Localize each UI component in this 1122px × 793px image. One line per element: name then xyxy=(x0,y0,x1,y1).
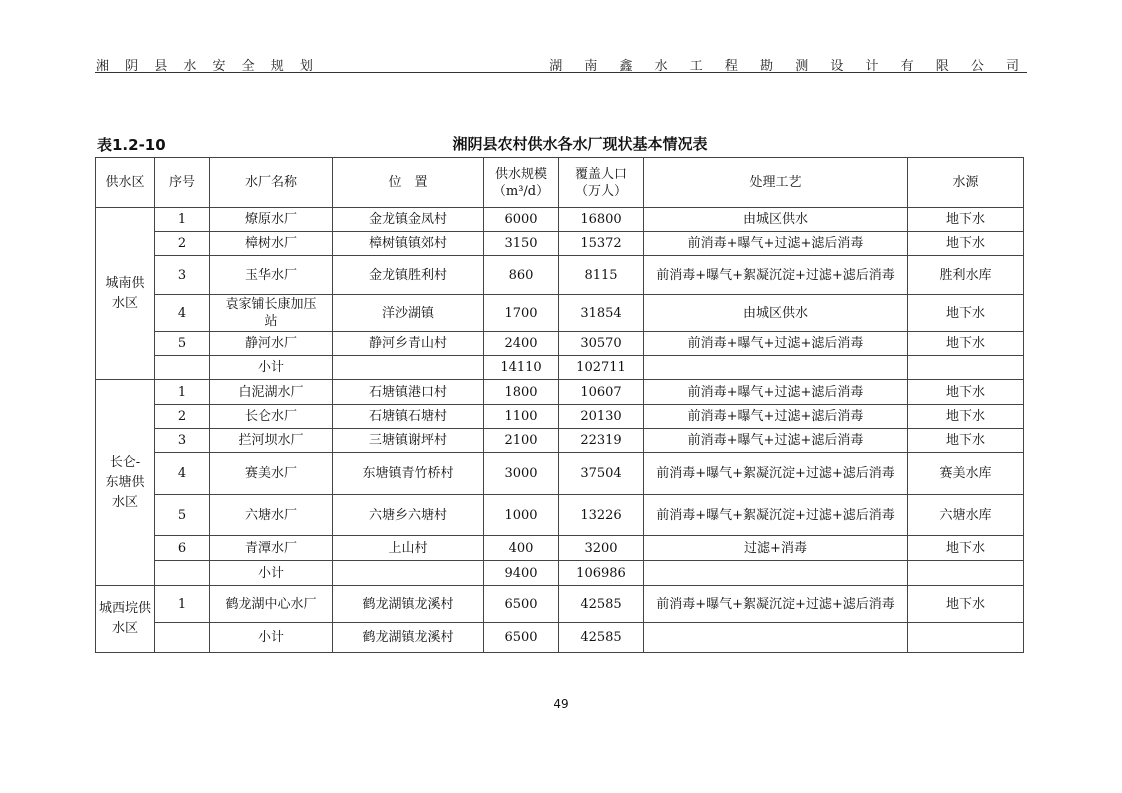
table-number: 表1.2-10 xyxy=(97,136,166,154)
seq-cell: 4 xyxy=(155,295,210,332)
seq-cell: 3 xyxy=(155,429,210,453)
source-cell: 地下水 xyxy=(908,295,1024,332)
location-cell: 洋沙湖镇 xyxy=(333,295,484,332)
region-cell xyxy=(96,380,155,586)
plant-name-cell: 拦河坝水厂 xyxy=(210,429,333,453)
region-label: 长仑-东塘供水区 xyxy=(105,454,145,510)
subtotal-label: 小计 xyxy=(210,356,333,380)
table-row xyxy=(96,405,1024,429)
table-row xyxy=(96,586,1024,623)
population-cell: 102711 xyxy=(559,356,644,380)
process-cell xyxy=(644,561,908,586)
plant-name-cell: 静河水厂 xyxy=(210,332,333,356)
col-header-pop-line2: （万人） xyxy=(574,183,627,199)
process-cell: 前消毒+曝气+过滤+滤后消毒 xyxy=(644,332,908,356)
scale-cell: 1700 xyxy=(484,295,559,332)
col-header-scale-line1: 供水规模 xyxy=(494,166,547,182)
scale-cell: 2100 xyxy=(484,429,559,453)
population-cell: 15372 xyxy=(559,232,644,256)
location-cell xyxy=(333,356,484,380)
plant-name-cell: 六塘水厂 xyxy=(210,495,333,536)
scale-cell: 6500 xyxy=(484,586,559,623)
scale-cell: 2400 xyxy=(484,332,559,356)
seq-cell: 6 xyxy=(155,536,210,561)
col-header-region: 供水区 xyxy=(96,158,155,208)
scale-cell: 14110 xyxy=(484,356,559,380)
seq-cell: 1 xyxy=(155,586,210,623)
scale-cell: 1100 xyxy=(484,405,559,429)
scale-cell: 400 xyxy=(484,536,559,561)
seq-cell xyxy=(155,356,210,380)
seq-cell: 3 xyxy=(155,256,210,295)
source-cell: 赛美水库 xyxy=(908,453,1024,495)
col-header-scale xyxy=(484,158,559,208)
location-cell: 上山村 xyxy=(333,536,484,561)
source-cell: 地下水 xyxy=(908,536,1024,561)
region-cell xyxy=(96,208,155,380)
population-cell: 31854 xyxy=(559,295,644,332)
population-cell: 16800 xyxy=(559,208,644,232)
plant-name-cell: 白泥湖水厂 xyxy=(210,380,333,405)
location-cell xyxy=(333,561,484,586)
page-number: 49 xyxy=(553,697,569,711)
population-cell: 22319 xyxy=(559,429,644,453)
scale-cell: 6500 xyxy=(484,623,559,653)
scale-cell: 6000 xyxy=(484,208,559,232)
population-cell: 42585 xyxy=(559,623,644,653)
table-row xyxy=(96,380,1024,405)
seq-cell: 5 xyxy=(155,495,210,536)
header-left-title: 湘 阴 县 水 安 全 规 划 xyxy=(96,59,319,74)
table-row xyxy=(96,256,1024,295)
col-header-pop xyxy=(559,158,644,208)
table-row xyxy=(96,536,1024,561)
process-cell xyxy=(644,623,908,653)
region-label: 城南供水区 xyxy=(105,275,145,311)
process-cell: 前消毒+曝气+过滤+滤后消毒 xyxy=(644,429,908,453)
table-row xyxy=(96,332,1024,356)
plant-name-cell: 青潭水厂 xyxy=(210,536,333,561)
seq-cell: 5 xyxy=(155,332,210,356)
process-cell: 前消毒+曝气+絮凝沉淀+过滤+滤后消毒 xyxy=(644,586,908,623)
region-cell xyxy=(96,586,155,653)
location-cell: 鹤龙湖镇龙溪村 xyxy=(333,623,484,653)
col-header-location: 位 置 xyxy=(333,158,484,208)
scale-cell: 1000 xyxy=(484,495,559,536)
plant-name-cell: 鹤龙湖中心水厂 xyxy=(210,586,333,623)
process-cell: 由城区供水 xyxy=(644,208,908,232)
source-cell: 地下水 xyxy=(908,586,1024,623)
region-label: 城西垸供水区 xyxy=(99,601,152,636)
scale-cell: 860 xyxy=(484,256,559,295)
process-cell: 由城区供水 xyxy=(644,295,908,332)
plant-name-cell: 樟树水厂 xyxy=(210,232,333,256)
source-cell: 地下水 xyxy=(908,232,1024,256)
seq-cell xyxy=(155,561,210,586)
subtotal-label: 小计 xyxy=(210,561,333,586)
population-cell: 42585 xyxy=(559,586,644,623)
location-cell: 东塘镇青竹桥村 xyxy=(333,453,484,495)
table-row xyxy=(96,208,1024,232)
header-row xyxy=(96,158,1024,208)
table-row xyxy=(96,232,1024,256)
source-cell xyxy=(908,356,1024,380)
process-cell: 前消毒+曝气+絮凝沉淀+过滤+滤后消毒 xyxy=(644,495,908,536)
subtotal-label: 小计 xyxy=(210,623,333,653)
plant-name-cell: 玉华水厂 xyxy=(210,256,333,295)
process-cell: 前消毒+曝气+絮凝沉淀+过滤+滤后消毒 xyxy=(644,256,908,295)
population-cell: 30570 xyxy=(559,332,644,356)
process-cell: 过滤+消毒 xyxy=(644,536,908,561)
subtotal-row xyxy=(96,561,1024,586)
location-cell: 石塘镇石塘村 xyxy=(333,405,484,429)
source-cell xyxy=(908,561,1024,586)
seq-cell: 2 xyxy=(155,232,210,256)
col-header-process: 处理工艺 xyxy=(644,158,908,208)
source-cell: 地下水 xyxy=(908,380,1024,405)
scale-cell: 9400 xyxy=(484,561,559,586)
seq-cell: 2 xyxy=(155,405,210,429)
plant-name-cell xyxy=(210,295,333,332)
location-cell: 石塘镇港口村 xyxy=(333,380,484,405)
process-cell: 前消毒+曝气+过滤+滤后消毒 xyxy=(644,405,908,429)
source-cell xyxy=(908,623,1024,653)
subtotal-row xyxy=(96,356,1024,380)
location-cell: 三塘镇谢坪村 xyxy=(333,429,484,453)
population-cell: 3200 xyxy=(559,536,644,561)
population-cell: 106986 xyxy=(559,561,644,586)
location-cell: 鹤龙湖镇龙溪村 xyxy=(333,586,484,623)
col-header-pop-line1: 覆盖人口 xyxy=(574,166,627,182)
process-cell: 前消毒+曝气+过滤+滤后消毒 xyxy=(644,232,908,256)
col-header-source: 水源 xyxy=(908,158,1024,208)
subtotal-row xyxy=(96,623,1024,653)
scale-cell: 3150 xyxy=(484,232,559,256)
seq-cell: 1 xyxy=(155,208,210,232)
population-cell: 13226 xyxy=(559,495,644,536)
plant-name-cell: 燎原水厂 xyxy=(210,208,333,232)
scale-cell: 3000 xyxy=(484,453,559,495)
water-plant-table xyxy=(95,157,1024,653)
source-cell: 地下水 xyxy=(908,405,1024,429)
source-cell: 地下水 xyxy=(908,332,1024,356)
process-cell xyxy=(644,356,908,380)
location-cell: 金龙镇胜利村 xyxy=(333,256,484,295)
population-cell: 10607 xyxy=(559,380,644,405)
location-cell: 金龙镇金凤村 xyxy=(333,208,484,232)
table-title: 湘阴县农村供水各水厂现状基本情况表 xyxy=(452,135,708,153)
plant-name-cell: 赛美水厂 xyxy=(210,453,333,495)
seq-cell: 4 xyxy=(155,453,210,495)
scale-cell: 1800 xyxy=(484,380,559,405)
header-right-company: 湖 南 鑫 水 工 程 勘 测 设 计 有 限 公 司 xyxy=(549,59,1028,74)
source-cell: 地下水 xyxy=(908,208,1024,232)
population-cell: 20130 xyxy=(559,405,644,429)
table-row xyxy=(96,429,1024,453)
seq-cell: 1 xyxy=(155,380,210,405)
location-cell: 六塘乡六塘村 xyxy=(333,495,484,536)
source-cell: 胜利水库 xyxy=(908,256,1024,295)
source-cell: 六塘水库 xyxy=(908,495,1024,536)
source-cell: 地下水 xyxy=(908,429,1024,453)
col-header-seq: 序号 xyxy=(155,158,210,208)
population-cell: 37504 xyxy=(559,453,644,495)
table-row xyxy=(96,295,1024,332)
process-cell: 前消毒+曝气+过滤+滤后消毒 xyxy=(644,380,908,405)
location-cell: 樟树镇镇郊村 xyxy=(333,232,484,256)
col-header-scale-line2: （m³/d） xyxy=(492,183,550,199)
col-header-name: 水厂名称 xyxy=(210,158,333,208)
seq-cell xyxy=(155,623,210,653)
plant-name-text: 袁家铺长康加压站 xyxy=(225,297,317,329)
header-rule xyxy=(95,72,1027,73)
table-row xyxy=(96,495,1024,536)
location-cell: 静河乡青山村 xyxy=(333,332,484,356)
population-cell: 8115 xyxy=(559,256,644,295)
process-cell: 前消毒+曝气+絮凝沉淀+过滤+滤后消毒 xyxy=(644,453,908,495)
table-row xyxy=(96,453,1024,495)
plant-name-cell: 长仑水厂 xyxy=(210,405,333,429)
